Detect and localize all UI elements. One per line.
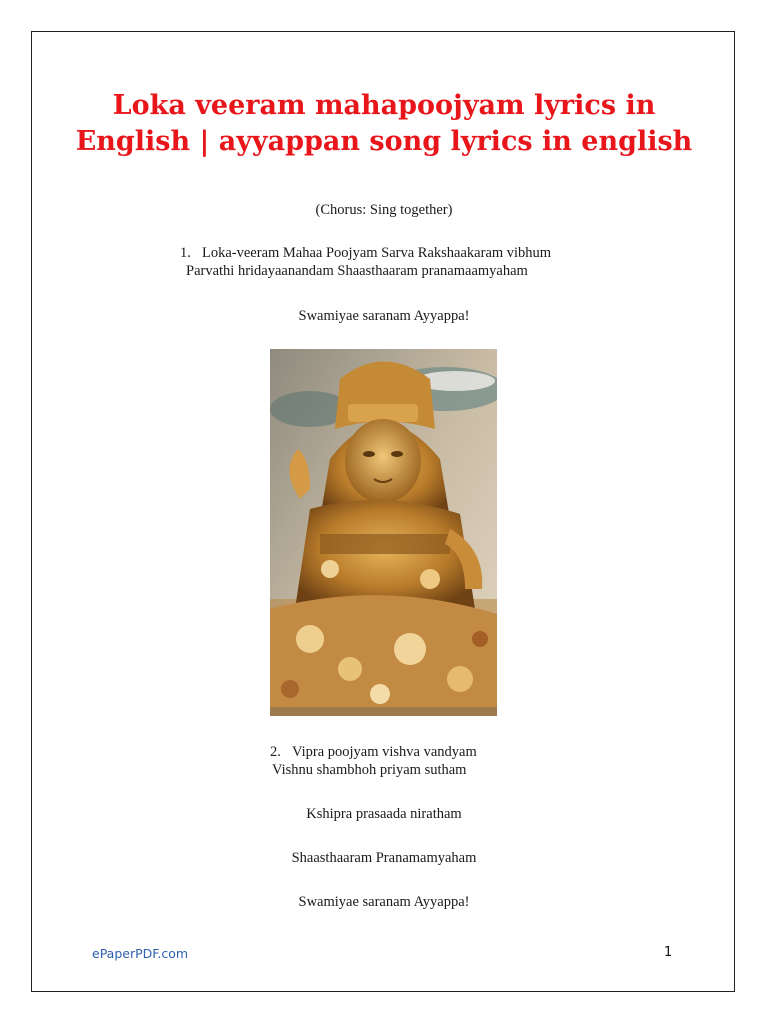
verse-1-line-1-text: Loka-veeram Mahaa Poojyam Sarva Rakshaakaram vibhum [202,245,552,261]
refrain-2: Swamiyae saranam Ayyappa! [298,894,470,910]
title-line-2: English | ayyappan song lyrics in english [75,126,693,157]
site-link[interactable]: ePaperPDF.com [92,946,189,961]
verse-1-line-1 [180,244,551,262]
page-number: 1 [664,945,673,960]
title-line-1: Loka veeram mahapoojyam lyrics in [112,90,656,121]
verse-1-line-2: Parvathi hridayaanandam Shaasthaaram pranamaamyaham [186,263,528,279]
line-kshipra: Kshipra prasaada niratham [306,806,462,822]
ayyappan-idol-photo [270,349,497,716]
verse-2-line-2: Vishnu shambhoh priyam sutham [272,762,467,778]
line-shaasthaaram: Shaasthaaram Pranamamyaham [291,850,477,866]
refrain-1: Swamiyae saranam Ayyappa! [298,308,470,324]
document-title [0,88,768,160]
verse-1-number: 1. [180,245,191,261]
verse-2-line-1-text: Vipra poojyam vishva vandyam [292,744,477,760]
verse-2-number: 2. [270,744,281,760]
chorus-note: (Chorus: Sing together) [315,202,453,218]
verse-2-line-1 [270,743,477,761]
